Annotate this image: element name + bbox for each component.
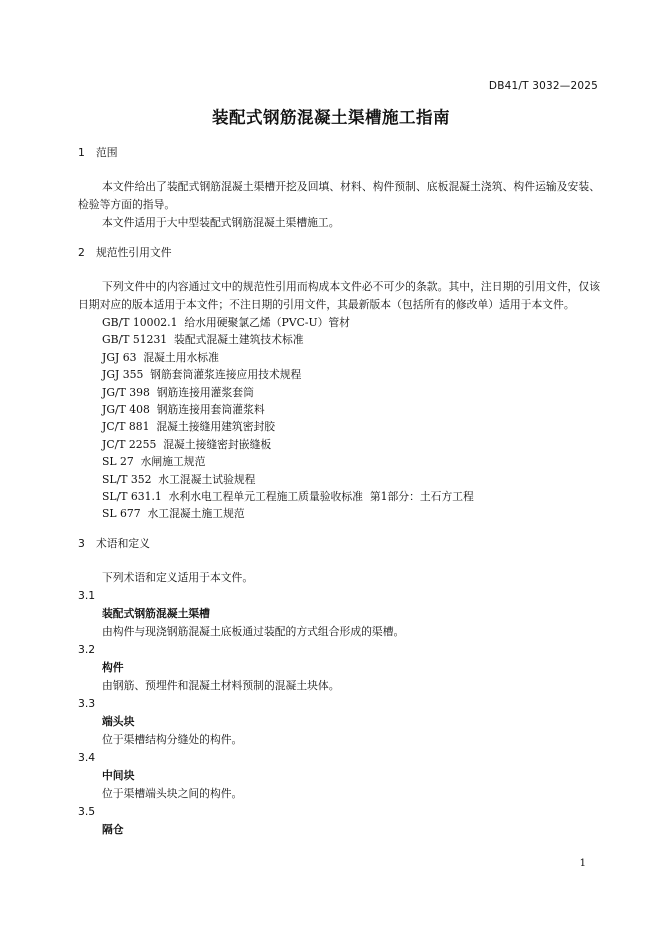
section-number: 3	[78, 536, 85, 550]
term-number: 3.3	[78, 696, 96, 710]
reference-item: JC/T 881 混凝土接缝用建筑密封胶	[102, 420, 276, 434]
reference-item: JGJ 63 混凝土用水标准	[102, 350, 219, 364]
term-name: 装配式钢筋混凝土渠槽	[102, 606, 210, 620]
terms-intro: 下列术语和定义适用于本文件。	[102, 570, 254, 584]
term-definition: 位于渠槽端头块之间的构件。	[102, 786, 243, 800]
terms-list	[78, 587, 600, 839]
refs-intro: 下列文件中的内容通过文中的规范性引用而构成本文件必不可少的条款。其中，注日期的引用文件，仅该日期对应的版本适用于本文件；不注日期的引用文件，其最新版本（包括所有的修改单）适用于本文件。	[78, 280, 600, 311]
reference-item: SL/T 352 水工混凝土试验规程	[102, 472, 256, 486]
section-number: 2	[78, 246, 85, 259]
term-definition: 由构件与现浇钢筋混凝土底板通过装配的方式组合形成的渠槽。	[102, 624, 405, 638]
reference-item: JC/T 2255 混凝土接缝密封嵌缝板	[102, 437, 272, 451]
standard-code: DB41/T 3032—2025	[488, 80, 598, 92]
reference-item: JG/T 408 钢筋连接用套筒灌浆料	[102, 403, 265, 417]
term-name: 构件	[102, 660, 124, 674]
scope-paragraphs	[78, 178, 600, 232]
reference-item: JGJ 355 钢筋套筒灌浆连接应用技术规程	[102, 368, 302, 382]
section-heading-terms	[78, 535, 600, 553]
section-heading-refs	[78, 244, 600, 262]
term-name: 隔仓	[102, 822, 124, 836]
section-heading-scope	[78, 144, 600, 162]
section-number: 1	[78, 146, 85, 159]
reference-item: JG/T 398 钢筋连接用灌浆套筒	[102, 385, 254, 399]
term-definition: 由钢筋、预埋件和混凝土材料预制的混凝土块体。	[102, 678, 340, 692]
paragraph: 本文件给出了装配式钢筋混凝土渠槽开挖及回填、材料、构件预制、底板混凝土浇筑、构件运输及安装、检验等方面的指导。	[78, 180, 600, 211]
term-number: 3.1	[78, 588, 96, 602]
reference-item: SL/T 631.1 水利水电工程单元工程施工质量验收标准 第1部分：土石方工程	[102, 490, 474, 504]
term-number: 3.5	[78, 804, 96, 818]
reference-item: GB/T 10002.1 给水用硬聚氯乙烯（PVC-U）管材	[102, 316, 350, 329]
term-number: 3.2	[78, 642, 96, 656]
reference-item: SL 27 水闸施工规范	[102, 455, 206, 469]
reference-list	[78, 314, 600, 523]
document-body	[78, 144, 600, 839]
section-title: 术语和定义	[96, 536, 150, 550]
term-definition: 位于渠槽结构分缝处的构件。	[102, 732, 243, 746]
term-name: 中间块	[102, 768, 135, 782]
section-title: 规范性引用文件	[96, 246, 172, 259]
document-title: 装配式钢筋混凝土渠槽施工指南	[212, 108, 450, 127]
page-number: 1	[579, 858, 586, 869]
reference-item: GB/T 51231 装配式混凝土建筑技术标准	[102, 333, 304, 347]
term-name: 端头块	[102, 714, 135, 728]
reference-item: SL 677 水工混凝土施工规范	[102, 507, 245, 521]
term-number: 3.4	[78, 750, 96, 764]
section-title: 范围	[96, 146, 118, 159]
paragraph: 本文件适用于大中型装配式钢筋混凝土渠槽施工。	[102, 216, 340, 229]
